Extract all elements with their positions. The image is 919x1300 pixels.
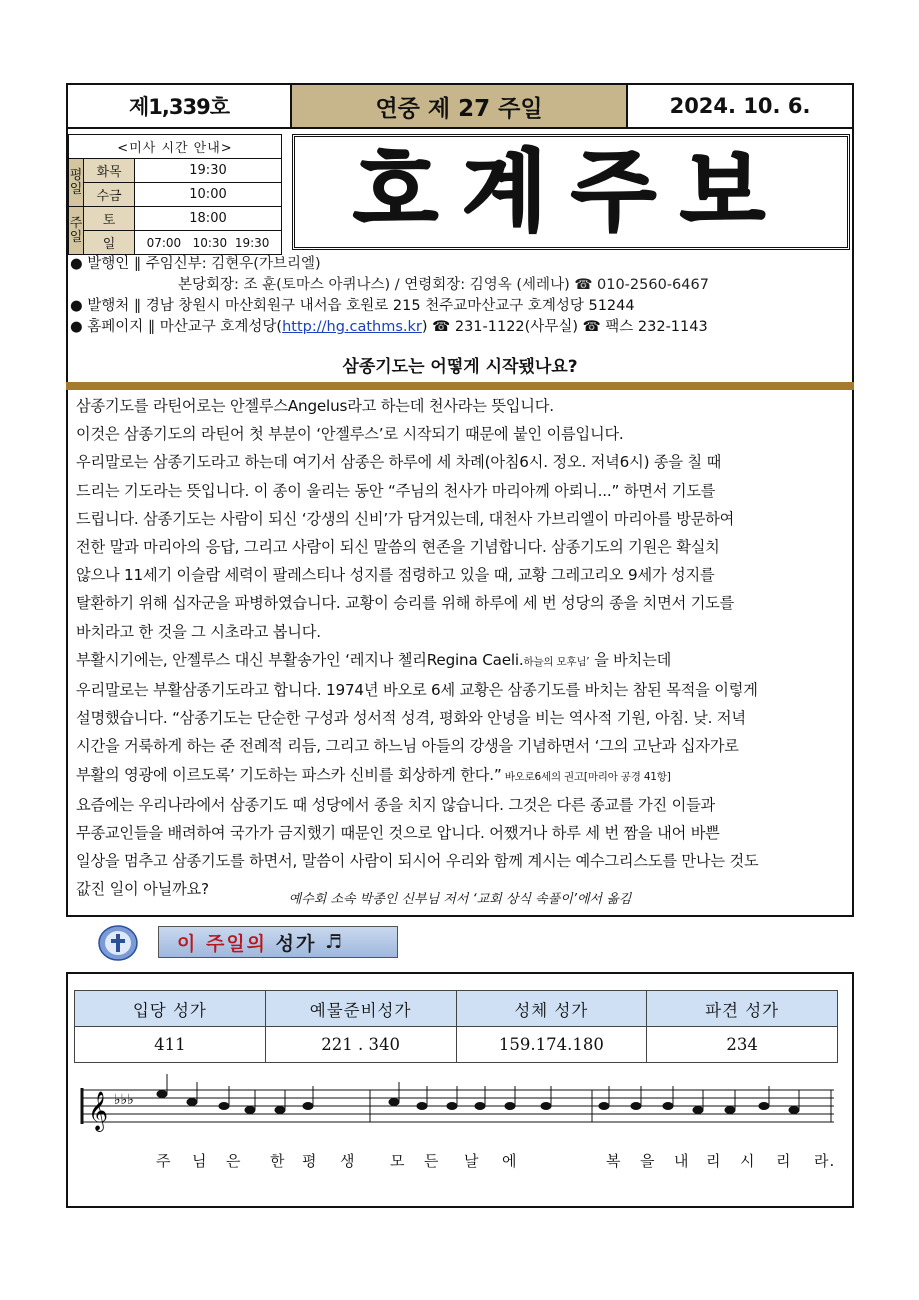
note-head [693,1107,703,1114]
lyric-syllable: 날 [464,1152,480,1170]
note-head [505,1103,515,1110]
article-line: 부활시기에는, 안젤루스 대신 부활송가인 ‘레지나 첼리Regina Caeli.하늘의 모후님’ 을 바치는데 [76,650,672,669]
note-head [303,1103,313,1110]
article-line: 않으나 11세기 이슬람 세력이 팔레스티나 성지를 점령하고 있을 때, 교황 그레고리오 9세가 성지를 [76,566,715,585]
article-line: 우리말로는 부활삼종기도라고 합니다. 1974년 바오로 6세 교황은 삼종기도를 바치는 참된 목적을 이렇게 [76,681,758,700]
article-body [76,392,850,904]
sunday-group-label: 주일 [69,207,84,255]
article-line: 일상을 멈추고 삼종기도를 하면서, 말씀이 사람이 되시어 우리와 함께 계시는 예수그리스도를 만나는 것도 [76,852,759,871]
liturgical-week: 연중 제 27 주일 [290,85,628,129]
mass-time: 07:00 10:30 19:30 [135,231,282,255]
note-head [219,1103,229,1110]
publisher-address: ● 발행처 ∥ 경남 창원시 마산회원구 내서읍 호원로 215 천주교마산교구 호계성당 51244 [70,298,635,314]
article-line: 이것은 삼종기도의 라틴어 첫 부분이 ‘안젤루스’로 시작되기 때문에 붙인 이름입니다. [76,425,624,444]
article-line: 탈환하기 위해 십자군을 파병하였습니다. 교황이 승리를 위해 하루에 세 번 성당의 종을 치면서 기도를 [76,594,735,613]
note-head [725,1107,735,1114]
lyric-syllable: 복 [606,1152,622,1170]
treble-clef-icon: 𝄞 [88,1091,109,1131]
calligraphy-title [301,142,841,242]
note-head [631,1103,641,1110]
hymn-header-entrance: 입당 성가 [75,991,266,1027]
mass-day: 토 [84,207,135,231]
lyric-syllable: 평 [302,1152,318,1170]
note-head [599,1103,609,1110]
article-line: 우리말로는 삼종기도라고 하는데 여기서 삼종은 하루에 세 차례(아침6시. 정오. 저녁6시) 종을 칠 때 [76,453,722,472]
mass-times-caption: <미사 시간 안내> [69,135,282,159]
note-head [245,1107,255,1114]
hymn-table [74,990,838,1063]
note-head [789,1107,799,1114]
lyric-syllable: 든 [424,1152,440,1170]
music-score [74,1072,838,1152]
note-head [187,1099,197,1106]
article-line: 부활의 영광에 이르도록’ 기도하는 파스카 신비를 회상하게 한다.” 바오로6세의 권고[마리아 공경 41항] [76,765,671,784]
lyric-syllable: 시 [740,1152,756,1170]
weekday-group-label: 평일 [69,159,84,207]
lyric-syllable: 주 [156,1152,172,1170]
article-line: 드리는 기도라는 뜻입니다. 이 종이 울리는 동안 “주님의 천사가 마리아께 아뢰니...” 하면서 기도를 [76,481,716,500]
publisher-homepage: ● 홈페이지 ∥ 마산교구 호계성당(http://hg.cathms.kr) ☎ 231-1122(사무실) ☎ 팩스 232-1143 [70,319,708,335]
lyric-syllable: 리 [776,1152,792,1170]
article-line: 무종교인들을 배려하여 국가가 금지했기 때문인 것으로 압니다. 어쨌거나 하루 세 번 짬을 내어 바쁜 [76,824,720,843]
article-line: 전한 말과 마리아의 응답, 그리고 사람이 되신 말씀의 현존을 기념합니다. 삼종기도의 기원은 확실치 [76,538,720,557]
homepage-link[interactable]: http://hg.cathms.kr [282,319,422,335]
lyric-syllable: 라. [814,1152,836,1170]
article-line: 드립니다. 삼종기도는 사람이 되신 ‘강생의 신비’가 담겨있는데, 대천사 가브리엘이 마리아를 방문하여 [76,509,735,528]
music-notes-icon: ♬ [325,931,345,953]
mass-day: 수금 [84,183,135,207]
score-lyrics [74,1150,838,1174]
note-head [389,1099,399,1106]
note-head [417,1103,427,1110]
note-head [663,1103,673,1110]
note-head [275,1107,285,1114]
note-head [541,1103,551,1110]
article-line: 설명했습니다. “삼종기도는 단순한 구성과 성서적 성격, 평화와 안녕을 비는 역사적 기원, 아침. 낮. 저녁 [76,709,746,728]
note-head [157,1091,167,1098]
hymn-number-communion: 159.174.180 [456,1027,647,1063]
score-notes [157,1074,799,1114]
article-line: 값진 일이 아닐까요? [76,880,209,899]
hymn-header-offertory: 예물준비성가 [265,991,456,1027]
publisher-line: ● 발행인 ∥ 주임신부: 김현우(가브리엘) [70,256,321,272]
lyric-syllable: 생 [340,1152,356,1170]
note-head [475,1103,485,1110]
article-title: 삼종기도는 어떻게 시작됐나요? [342,357,578,377]
hymn-number-offertory: 221 . 340 [265,1027,456,1063]
lyric-syllable: 모 [390,1152,406,1170]
hymn-number-recessional: 234 [647,1027,838,1063]
article-divider [66,382,854,390]
article-line: 바치라고 한 것을 그 시초라고 봅니다. [76,622,321,641]
article-line: 삼종기도를 라틴어로는 안젤루스Angelus라고 하는데 천사라는 뜻입니다. [76,397,554,415]
hymn-number-entrance: 411 [75,1027,266,1063]
mass-time: 19:30 [135,159,282,183]
hymn-header-recessional: 파견 성가 [647,991,838,1027]
note-head [447,1103,457,1110]
lyric-syllable: 님 [192,1152,208,1170]
mass-times-table [68,134,282,255]
article-line: 시간을 거룩하게 하는 준 전례적 리듬, 그리고 하느님 아들의 강생을 기념하면서 ‘그의 고난과 십자가로 [76,737,739,756]
article-credit: 예수회 소속 박종인 신부님 저서 ‘교회 상식 속풀이’에서 옮김 [288,892,632,907]
church-cross-icon [98,925,138,961]
mass-day: 일 [84,231,135,255]
publisher-line: 본당회장: 조 훈(토마스 아퀴나스) / 연령회장: 김영옥 (세레나) ☎ 010-2560-6467 [178,277,709,293]
hymn-header-communion: 성체 성가 [456,991,647,1027]
publisher-info [70,254,850,340]
mass-time: 10:00 [135,183,282,207]
key-signature-icon: ♭♭♭ [114,1092,134,1108]
lyric-syllable: 에 [502,1152,518,1170]
newsletter-title-banner [292,134,850,250]
lyric-syllable: 리 [706,1152,722,1170]
lyric-syllable: 을 [640,1152,656,1170]
mass-day: 화목 [84,159,135,183]
issue-date: 2024. 10. 6. [628,85,852,129]
issue-number: 제1,339호 [68,85,290,129]
lyric-syllable: 내 [674,1152,690,1170]
hymn-section-title: 이 주일의 성가 ♬ [158,926,398,958]
lyric-syllable: 한 [270,1152,286,1170]
mass-time: 18:00 [135,207,282,231]
lyric-syllable: 은 [226,1152,242,1170]
note-head [759,1103,769,1110]
banner-title-text: 호계주보 [352,142,790,242]
article-line: 요즘에는 우리나라에서 삼종기도 때 성당에서 종을 치지 않습니다. 그것은 다른 종교를 가진 이들과 [76,795,716,814]
